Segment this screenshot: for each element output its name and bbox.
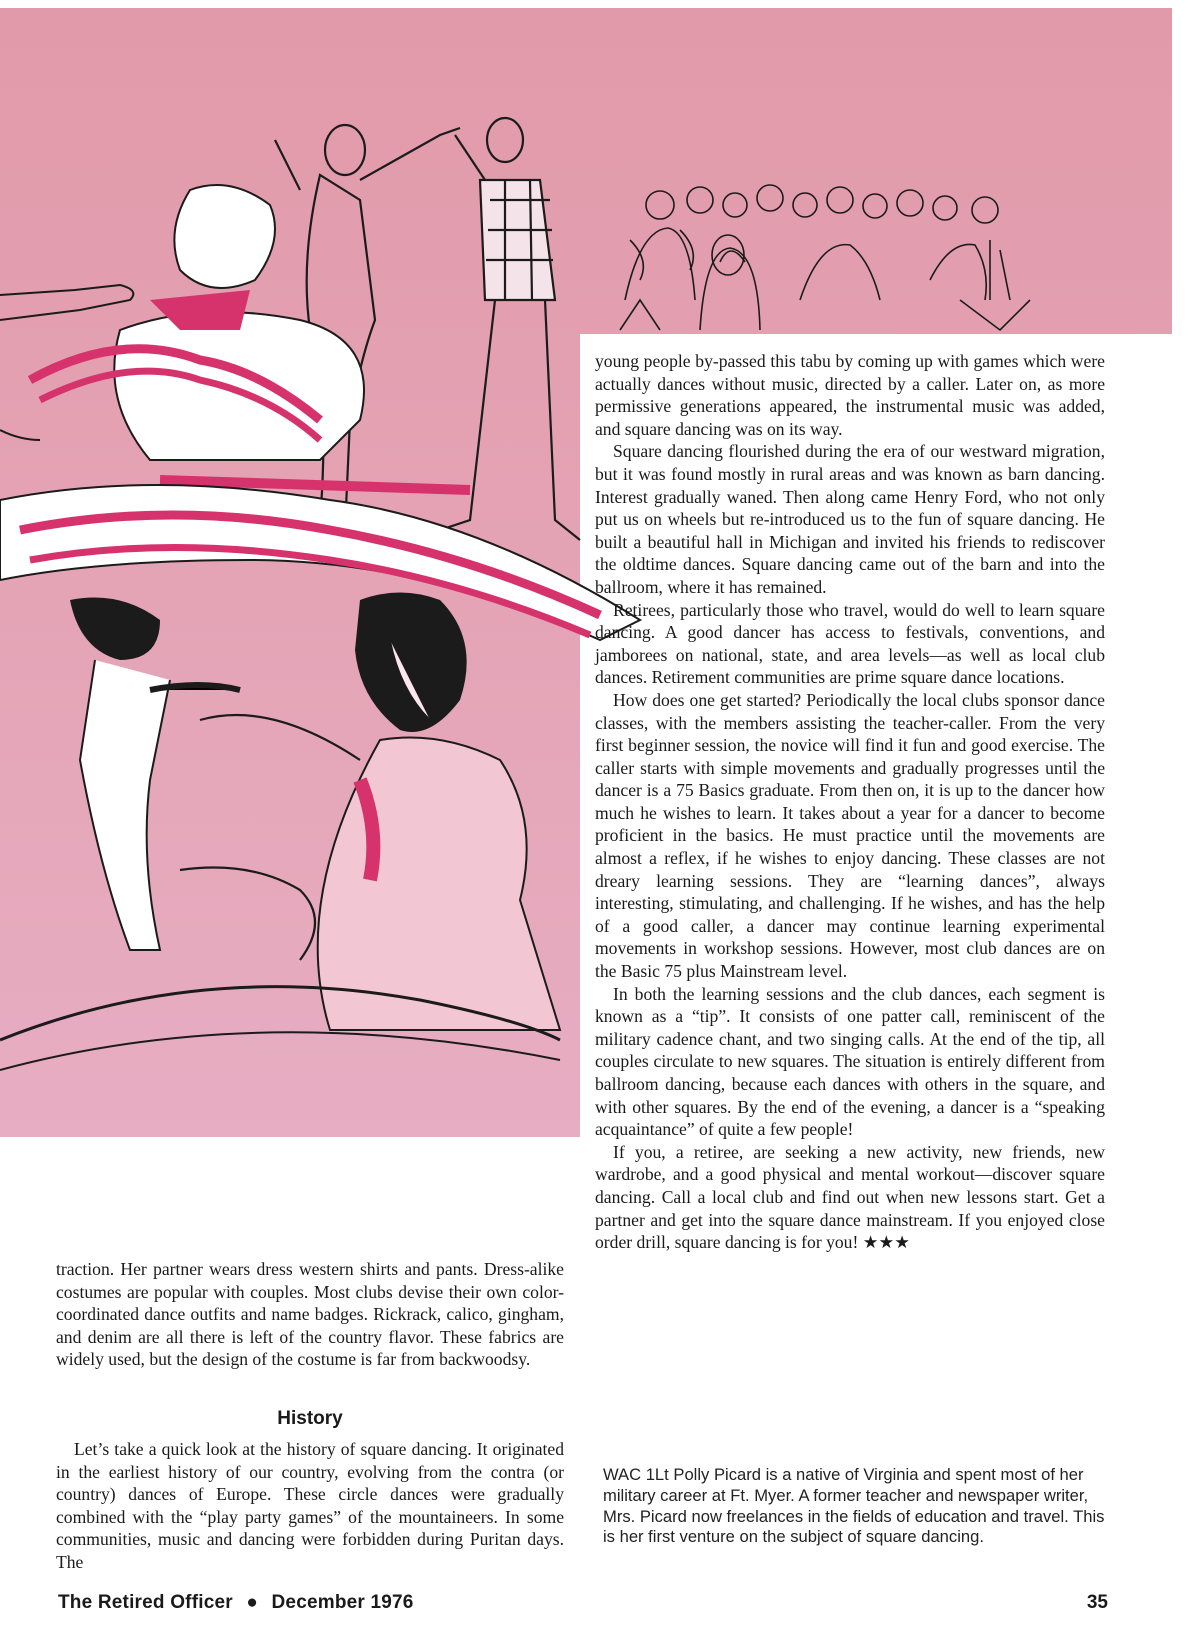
article-paragraph: Let’s take a quick look at the history of square dancing. It originated in the earliest history of our country, evolving from the contra (or country) dances of Europe. These circle dances were gradually combined with the “play party games” of the mountaineers. In some communities, music and dancing were forbidden during Puritan days. The <box>56 1439 564 1572</box>
footer-separator: ● <box>246 1592 259 1613</box>
article-paragraph: young people by-passed this tabu by coming up with games which were actually dances without music, directed by a caller. Later on, as more permissive generations appeared, the instrumental music was added, and square dancing was on its way. <box>595 351 1105 439</box>
right-article-column <box>595 350 1105 1254</box>
article-paragraph: traction. Her partner wears dress western shirts and pants. Dress-alike costumes are popular with couples. Most clubs devise their own color-coordinated dance outfits and name badges. Rickrack, calico, gingham, and denim are all there is left of the country flavor. These fabrics are widely used, but the design of the costume is far from backwoodsy. <box>56 1259 564 1370</box>
section-heading-history: History <box>277 1408 343 1429</box>
issue-date: December 1976 <box>271 1592 414 1613</box>
article-paragraph: If you, a retiree, are seeking a new activity, new friends, new wardrobe, and a good physical and mental workout—discover square dancing. Call a local club and find out when new lessons start. Get a partner and get into the square dance mainstream. If you enjoyed close order drill, square dancing is for you! ★★★ <box>595 1141 1105 1253</box>
article-paragraph: Square dancing flourished during the era of our westward migration, but it was found mostly in rural areas and was known as barn dancing. Interest gradually waned. Then along came Henry Ford, who not only put us on wheels but re-introduced us to the fun of square dancing. He built a beautiful hall in Michigan and invited his friends to rediscover the oldtime dances. Square dancing came out of the barn and into the ballroom, where it has remained. <box>595 441 1105 597</box>
page-footer <box>58 1592 414 1614</box>
publication-name: The Retired Officer <box>58 1592 233 1613</box>
author-bio: WAC 1Lt Polly Picard is a native of Virginia and spent most of her military career at Ft. Myer. A former teacher and newspaper writer, Mrs. Picard now freelances in the fields of education and travel. This is her first venture on the subject of square dancing. <box>603 1465 1105 1547</box>
left-article-column <box>56 1258 564 1371</box>
article-paragraph: Retirees, particularly those who travel, would do well to learn square dancing. A good dancer has access to festivals, conventions, and jamborees on national, state, and area levels—as well as local club dances. Retirement communities are prime square dance locations. <box>595 599 1105 688</box>
article-paragraph: How does one get started? Periodically the local clubs sponsor dance classes, with the members assisting the teacher-caller. From the very first beginner session, the novice will find it fun and good exercise. The caller starts with simple movements and gradually progresses until the dancer is a 75 Basics graduate. From then on, it is up to the dancer how much he wishes to learn. It takes about a year for a dancer to become proficient in the basics. He must practice until the movements are almost a reflex, if he wishes to enjoy dancing. These classes are not dreary learning sessions. They are “learning dances”, always interesting, stimulating, and challenging. If he wishes, and has the help of a good caller, a dancer may continue learning experimental movements in workshop sessions. However, most club dances are on the Basic 75 plus Mainstream level. <box>595 689 1105 982</box>
page-number: 35 <box>1086 1592 1108 1613</box>
article-paragraph: In both the learning sessions and the club dances, each segment is known as a “tip”. It consists of one patter call, reminiscent of the military cadence chant, and two singing calls. At the end of the tip, all couples circulate to new squares. The situation is entirely different from ballroom dancing, because each dances with others in the square, and with other squares. By the end of the evening, a dancer is a “speaking acquaintance” of quite a few people! <box>595 983 1105 1140</box>
history-section <box>56 1438 564 1574</box>
